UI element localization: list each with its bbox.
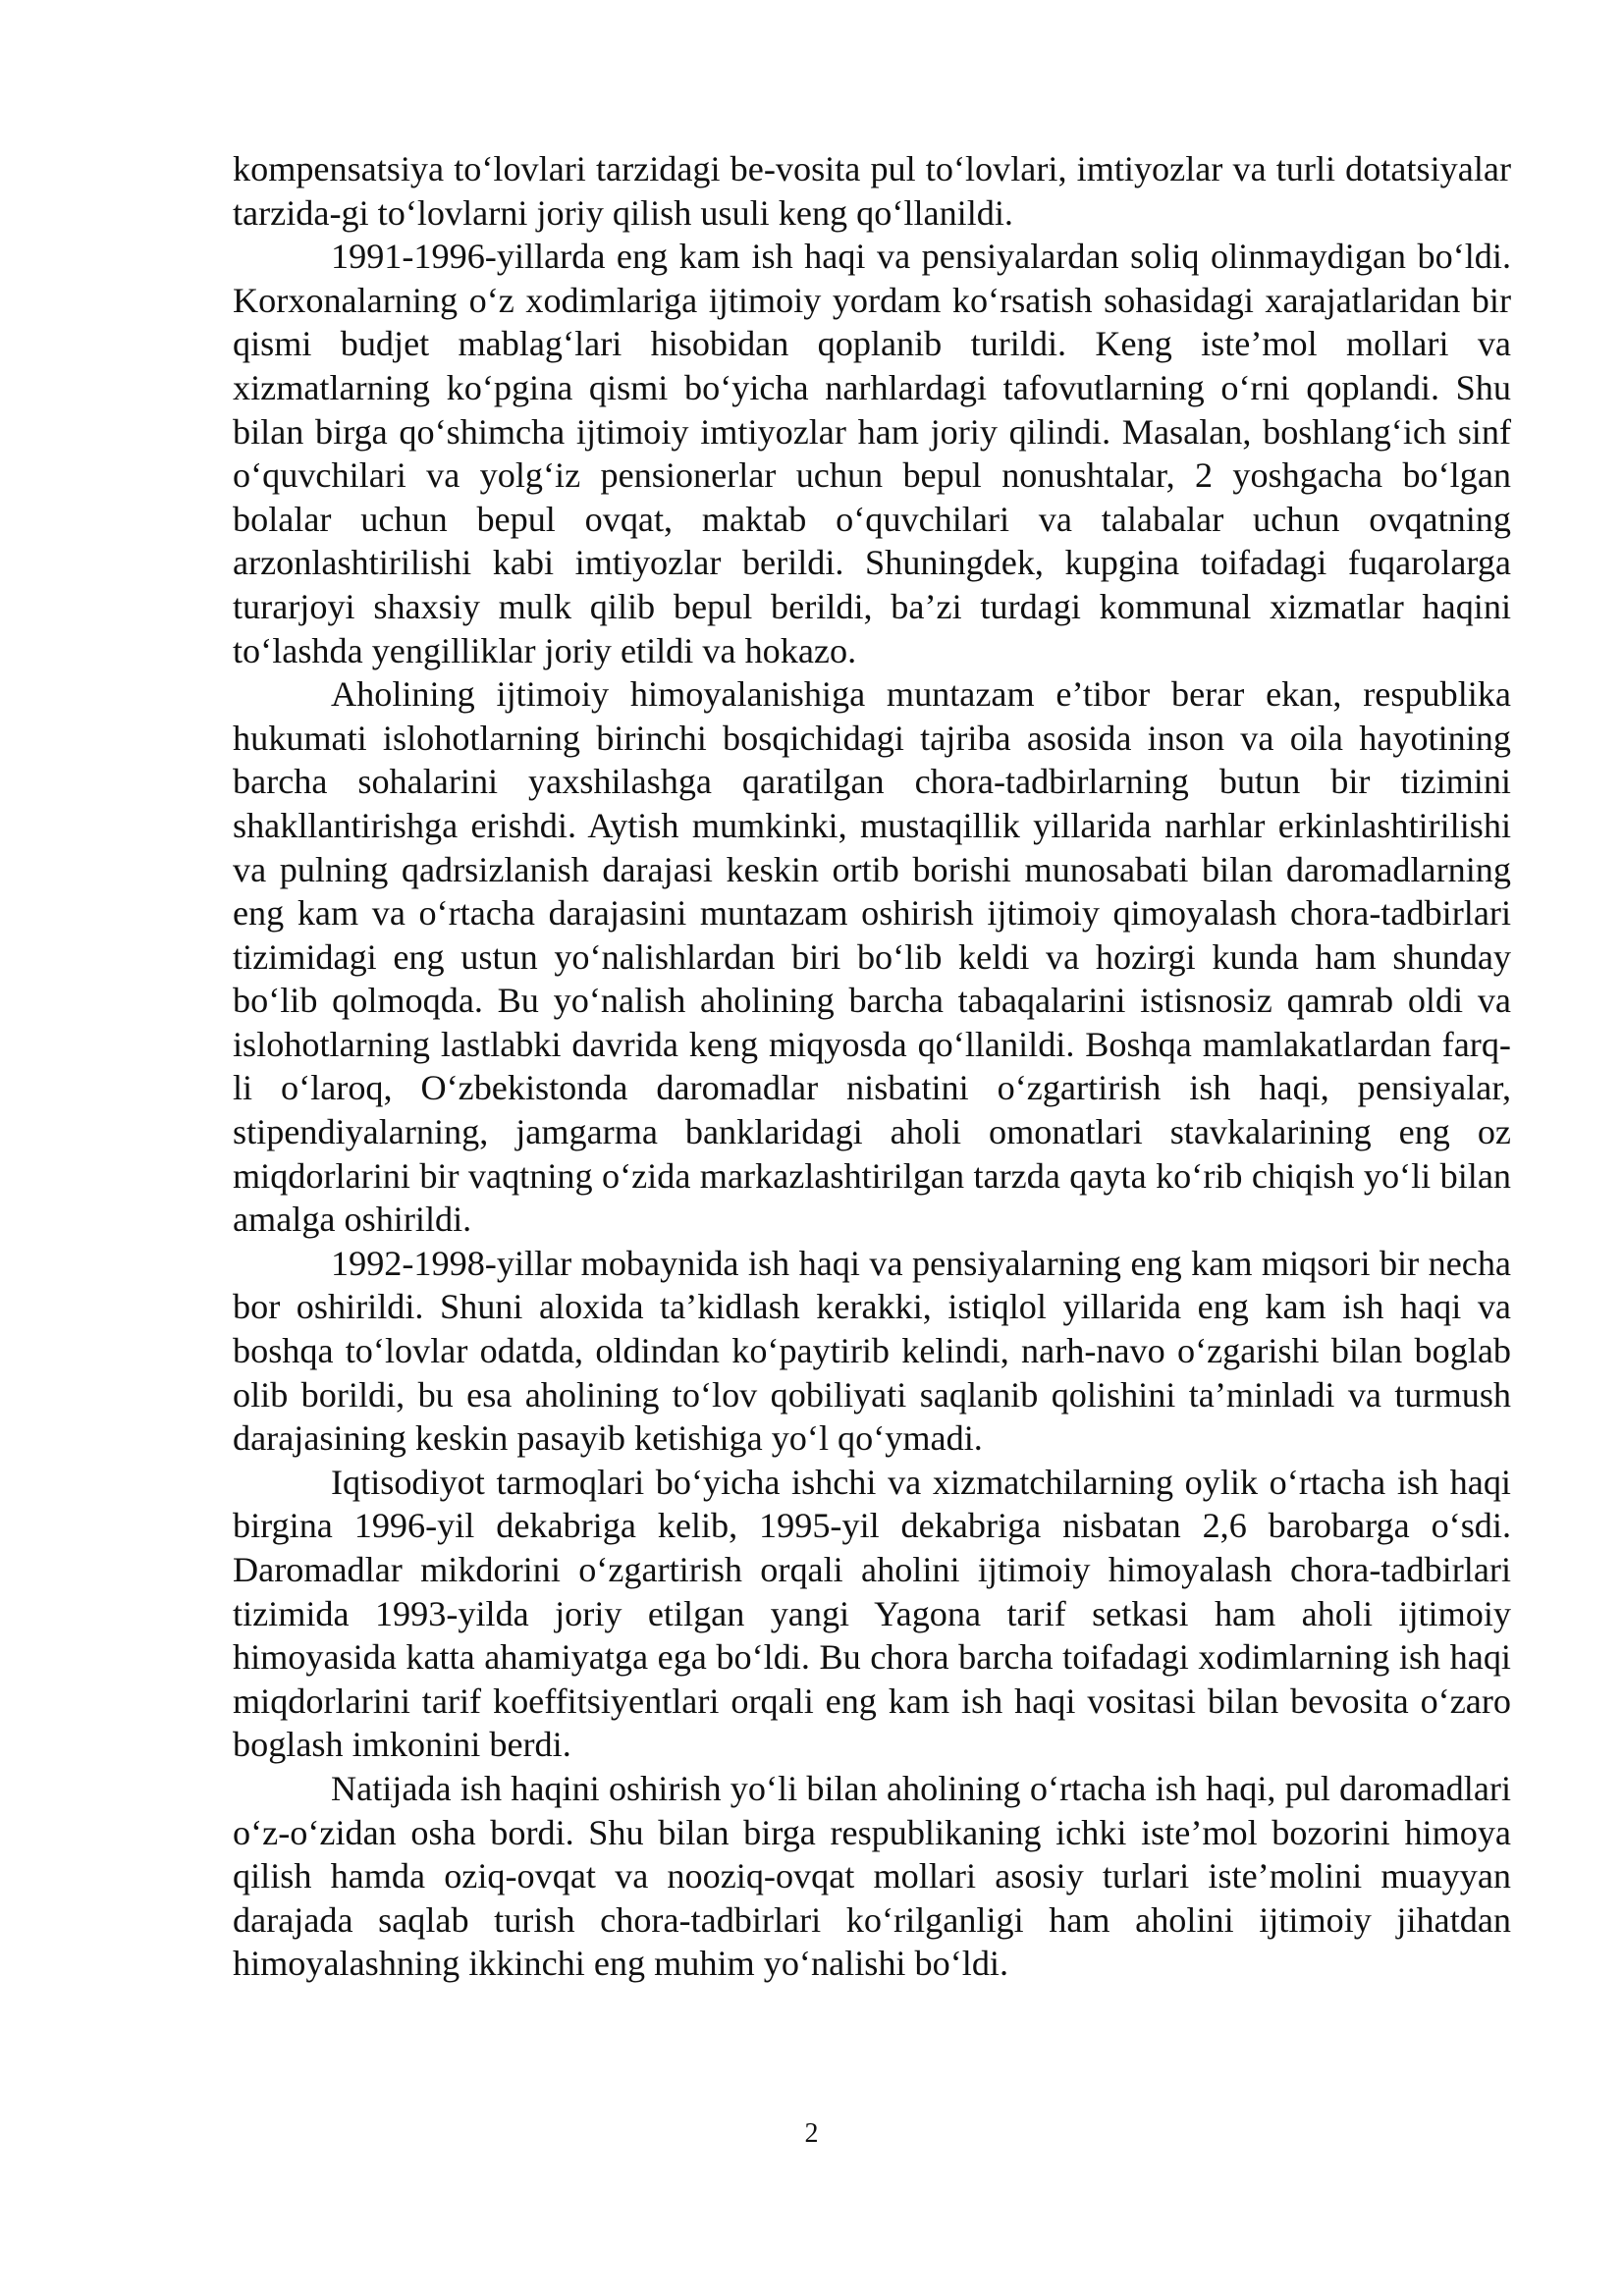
paragraph-3: Aholining ijtimoiy himoyalanishiga muntazam e’tibor berar ekan, respublika hukumati islohotlarning birinchi bosqichidagi tajriba asosida inson va oila hayotining barcha sohalarini yaxshilashga qaratilgan chora-tadbirlarning butun bir tizimini shakllantirishga erishdi. Aytish mumkinki, mustaqillik yillarida narhlar erkinlashtirilishi va pulning qadrsizlanish darajasi keskin ortib borishi munosabati bilan daromadlarning eng kam va o‘rtacha darajasini muntazam oshirish ijtimoiy qimoyalash chora-tadbirlari tizimidagi eng ustun yo‘nalishlardan biri bo‘lib keldi va hozirgi kunda ham shunday bo‘lib qolmoqda. Bu yo‘nalish aholining barcha tabaqalarini istisnosiz qamrab oldi va islohotlarning lastlabki davrida keng miqyosda qo‘llanildi. Boshqa mamlakatlardan farq-li o‘laroq, O‘zbekistonda daromadlar nisbatini o‘zgartirish ish haqi, pensiyalar, stipendiyalarning, jamgarma banklaridagi aholi omonatlari stavkalarining eng oz miqdorlarini bir vaqtning o‘zida markazlashtirilgan tarzda qayta ko‘rib chiqish yo‘li bilan amalga oshirildi.	[233, 674, 1511, 1240]
paragraph-6: Natijada ish haqini oshirish yo‘li bilan aholining o‘rtacha ish haqi, pul daromadlari o‘z-o‘zidan osha bordi. Shu bilan birga respublikaning ichki iste’mol bozorini himoya qilish hamda oziq-ovqat va nooziq-ovqat mollari asosiy turlari iste’molini muayyan darajada saqlab turish chora-tadbirlari ko‘rilganligi ham aholini ijtimoiy jihatdan himoyalashning ikkinchi eng muhim yo‘nalishi bo‘ldi.	[233, 1768, 1511, 1984]
document-page	[233, 147, 1511, 1986]
page-number: 2	[804, 2118, 819, 2149]
paragraph-2: 1991-1996-yillarda eng kam ish haqi va pensiyalardan soliq olinmaydigan bo‘ldi. Korxonalarning o‘z xodimlariga ijtimoiy yordam ko‘rsatish sohasidagi xarajatlaridan bir qismi budjet mablag‘lari hisobidan qoplanib turildi. Keng iste’mol mollari va xizmatlarning ko‘pgina qismi bo‘yicha narhlardagi tafovutlarning o‘rni qoplandi. Shu bilan birga qo‘shimcha ijtimoiy imtiyozlar ham joriy qilindi. Masalan, boshlang‘ich sinf o‘quvchilari va yolg‘iz pensionerlar uchun bepul nonushtalar, 2 yoshgacha bo‘lgan bolalar uchun bepul ovqat, maktab o‘quvchilari va talabalar uchun ovqatning arzonlashtirilishi kabi imtiyozlar berildi. Shuningdek, kupgina toifadagi fuqarolarga turarjoyi shaxsiy mulk qilib bepul berildi, ba’zi turdagi kommunal xizmatlar haqini to‘lashda yengilliklar joriy etildi va hokazo.	[233, 237, 1511, 670]
paragraph-4: 1992-1998-yillar mobaynida ish haqi va pensiyalarning eng kam miqsori bir necha bor oshirildi. Shuni aloxida ta’kidlash kerakki, istiqlol yillarida eng kam ish haqi va boshqa to‘lovlar odatda, oldindan ko‘paytirib kelindi, narh-navo o‘zgarishi bilan boglab olib borildi, bu esa aholining to‘lov qobiliyati saqlanib qolishini ta’minladi va turmush darajasining keskin pasayib ketishiga yo‘l qo‘ymadi.	[233, 1243, 1511, 1459]
paragraph-1: kompensatsiya to‘lovlari tarzidagi be-vosita pul to‘lovlari, imtiyozlar va turli dotatsiyalar tarzida-gi to‘lovlarni joriy qilish usuli keng qo‘llanildi.	[233, 149, 1511, 233]
paragraph-5: Iqtisodiyot tarmoqlari bo‘yicha ishchi va xizmatchilarning oylik o‘rtacha ish haqi birgina 1996-yil dekabriga kelib, 1995-yil dekabriga nisbatan 2,6 barobarga o‘sdi. Daromadlar mikdorini o‘zgartirish orqali aholini ijtimoiy himoyalash chora-tadbirlari tizimida 1993-yilda joriy etilgan yangi Yagona tarif setkasi ham aholi ijtimoiy himoyasida katta ahamiyatga ega bo‘ldi. Bu chora barcha toifadagi xodimlarning ish haqi miqdorlarini tarif koeffitsiyentlari orqali eng kam ish haqi vositasi bilan bevosita o‘zaro boglash imkonini berdi.	[233, 1462, 1511, 1765]
